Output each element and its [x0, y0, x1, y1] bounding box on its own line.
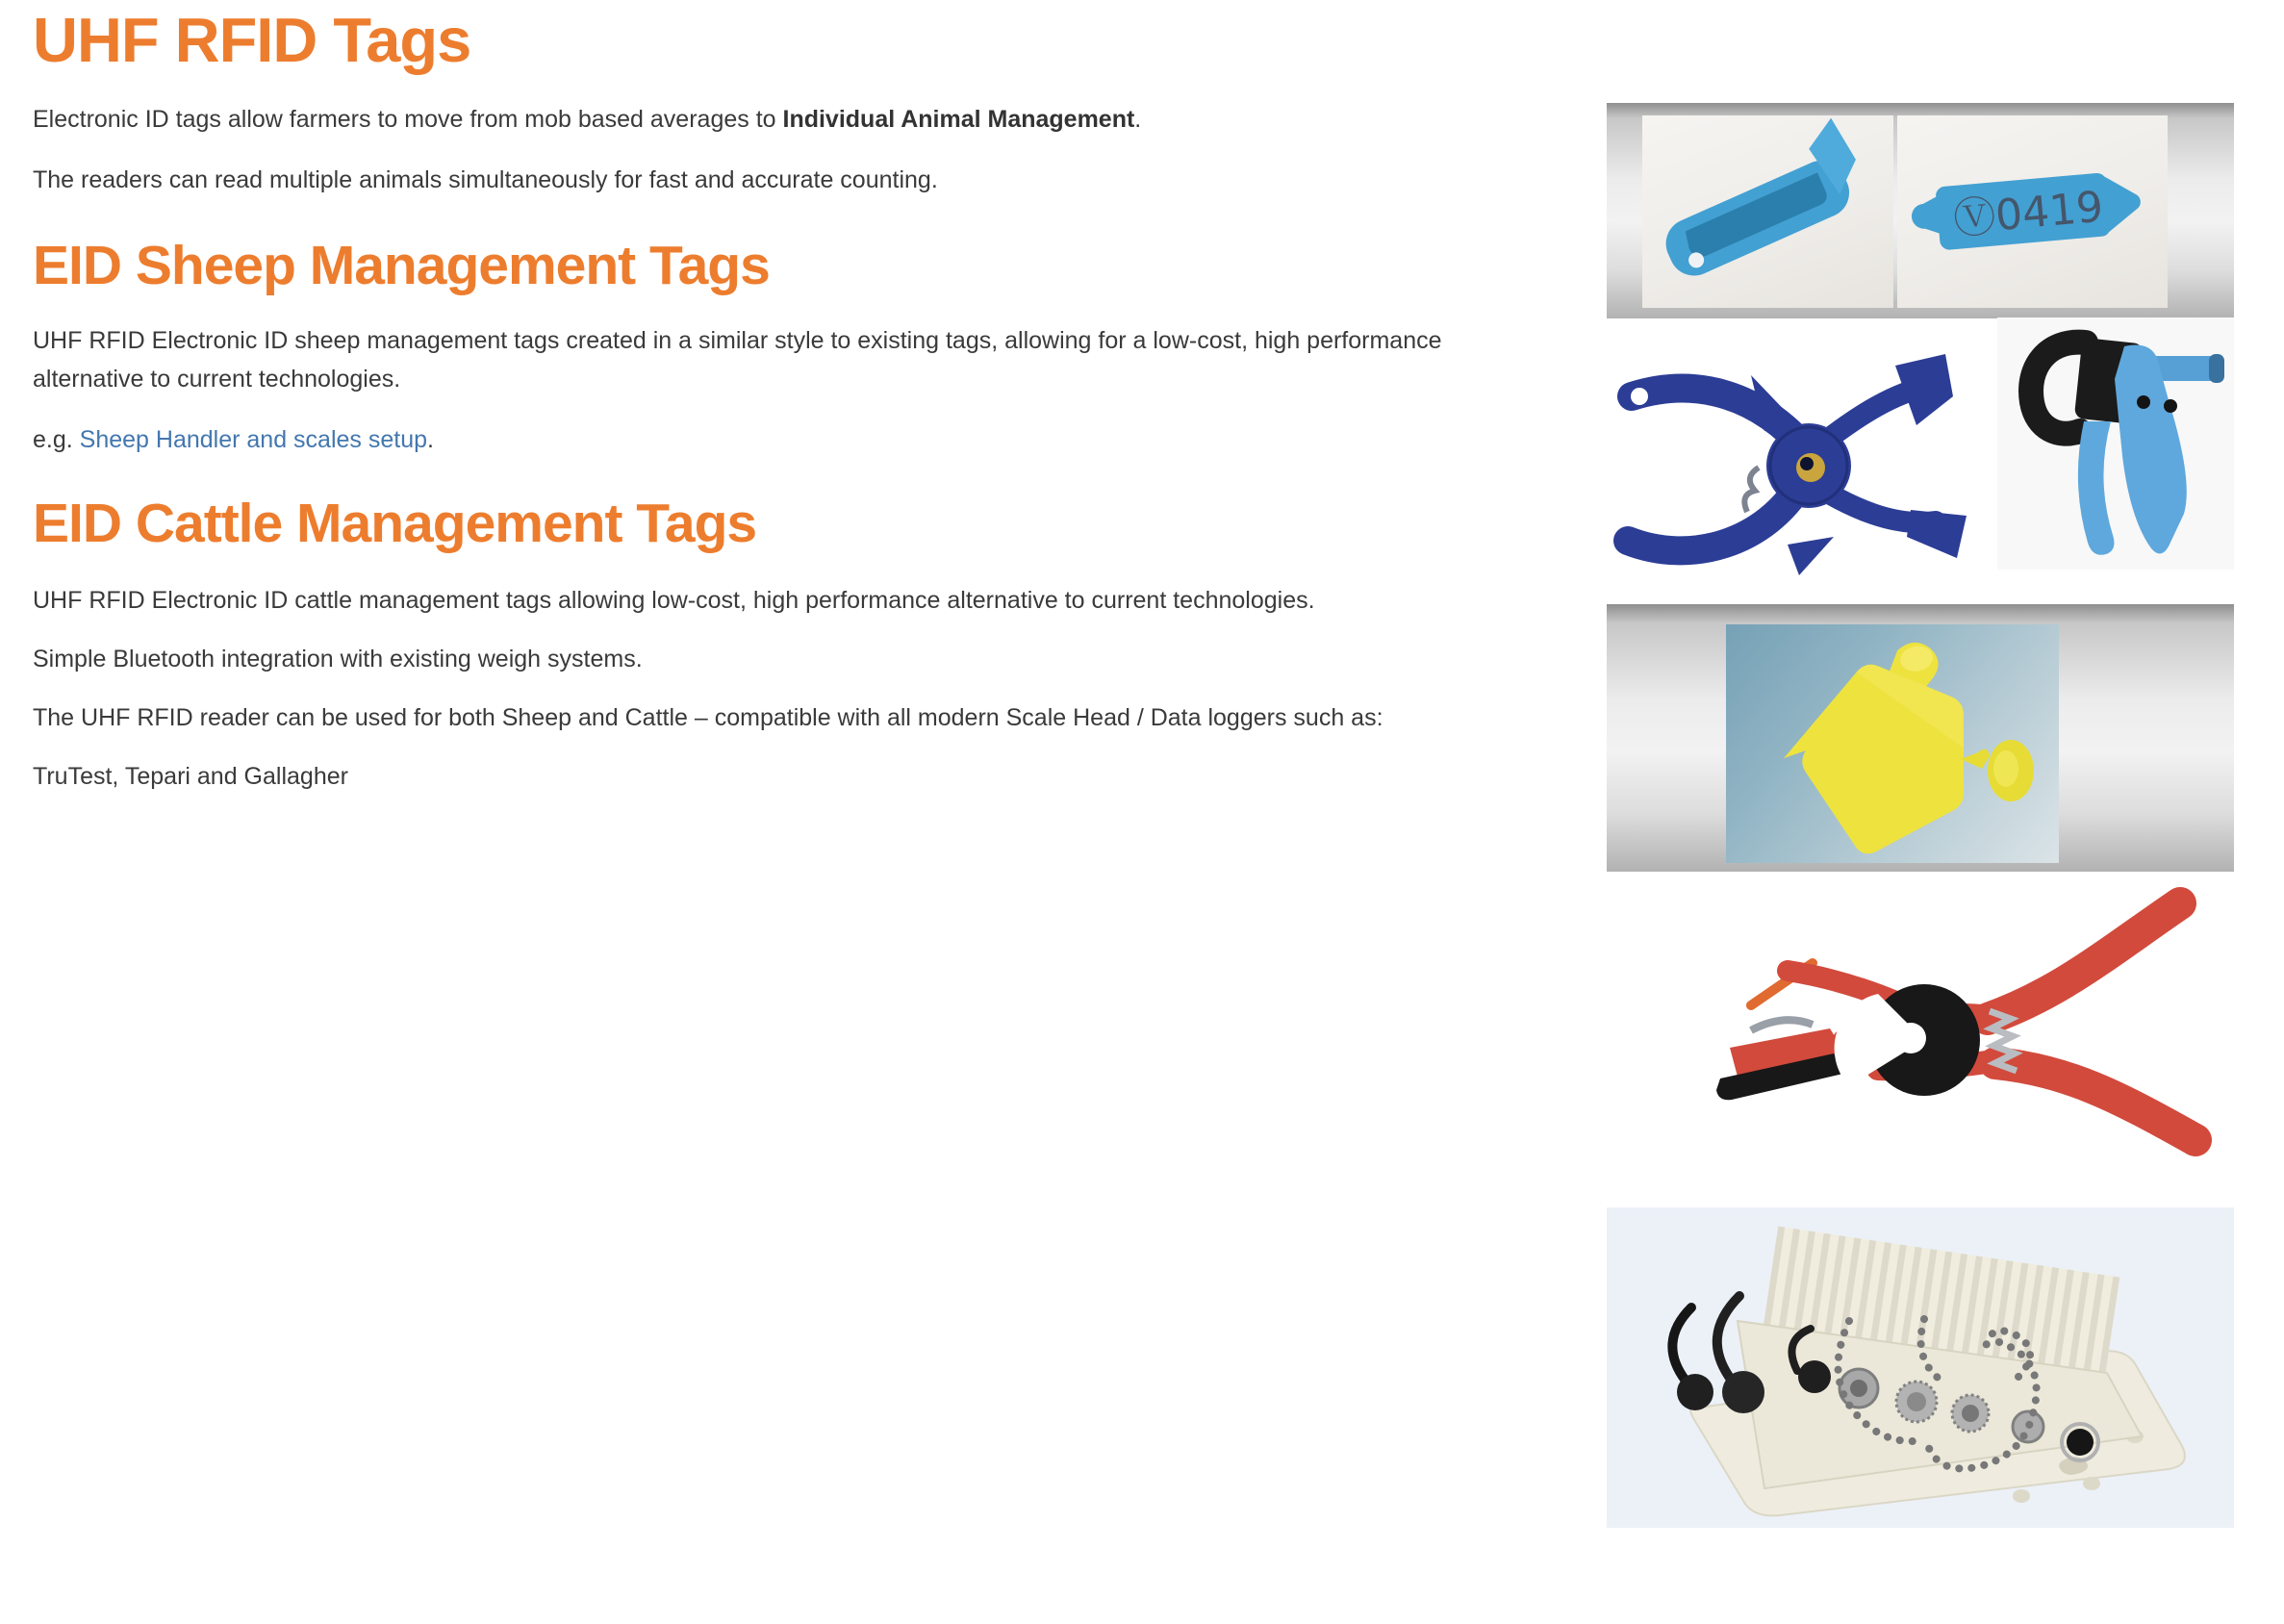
sheep-tag-side-illustration [1642, 115, 1893, 308]
sheep-section-heading: EID Sheep Management Tags [33, 235, 770, 296]
sheep-applicator-gun-photo [1997, 317, 2234, 570]
cattle-tag-inner-photo [1726, 624, 2059, 863]
applicator-pliers-illustration [1607, 337, 1992, 577]
intro-paragraph-1 [33, 100, 1514, 139]
intro-lead-text: Electronic ID tags allow farmers to move from mob based averages to [33, 106, 783, 133]
sheep-handler-link[interactable]: Sheep Handler and scales setup [79, 426, 428, 453]
cattle-applicator-illustration [1607, 878, 2234, 1167]
sheep-paragraph: UHF RFID Electronic ID sheep management tags created in a similar style to existing tags, allowing for a low-cost, high performance alternative to current technologies. [33, 327, 1442, 393]
example-prefix: e.g. [33, 426, 80, 453]
cattle-paragraph-4: TruTest, Tepari and Gallagher [33, 763, 348, 790]
intro-tail-text: . [1134, 106, 1142, 133]
sheep-applicator-pliers-photo [1607, 337, 1992, 577]
rfid-reader-illustration [1607, 1207, 2234, 1528]
example-suffix: . [427, 426, 434, 453]
cattle-tag-illustration [1726, 624, 2059, 863]
sheep-example-line [33, 420, 1514, 459]
cattle-tag-photo [1607, 604, 2234, 872]
cattle-paragraph-2: Simple Bluetooth integration with existing weigh systems. [33, 646, 643, 672]
cattle-paragraph-1: UHF RFID Electronic ID cattle management tags allowing low-cost, high performance alternative to current technologies. [33, 587, 1315, 614]
sheep-tag-top-illustration [1897, 115, 2168, 308]
cattle-applicator-photo [1607, 878, 2234, 1167]
applicator-gun-illustration [1997, 317, 2234, 570]
cattle-section-heading: EID Cattle Management Tags [33, 493, 757, 554]
rfid-reader-photo [1607, 1207, 2234, 1528]
cattle-paragraph-3: The UHF RFID reader can be used for both Sheep and Cattle – compatible with all modern Scale Head / Data loggers such as: [33, 704, 1383, 731]
sheep-tag-top-photo [1897, 115, 2168, 308]
sheep-tag-side-photo [1642, 115, 1893, 308]
sheep-tags-photo [1607, 103, 2234, 318]
tag-number: Ⓥ0419 [1951, 182, 2106, 245]
intro-bold-text: Individual Animal Management [782, 106, 1135, 133]
intro-paragraph-2: The readers can read multiple animals simultaneously for fast and accurate counting. [33, 166, 938, 193]
page-title: UHF RFID Tags [33, 5, 471, 75]
